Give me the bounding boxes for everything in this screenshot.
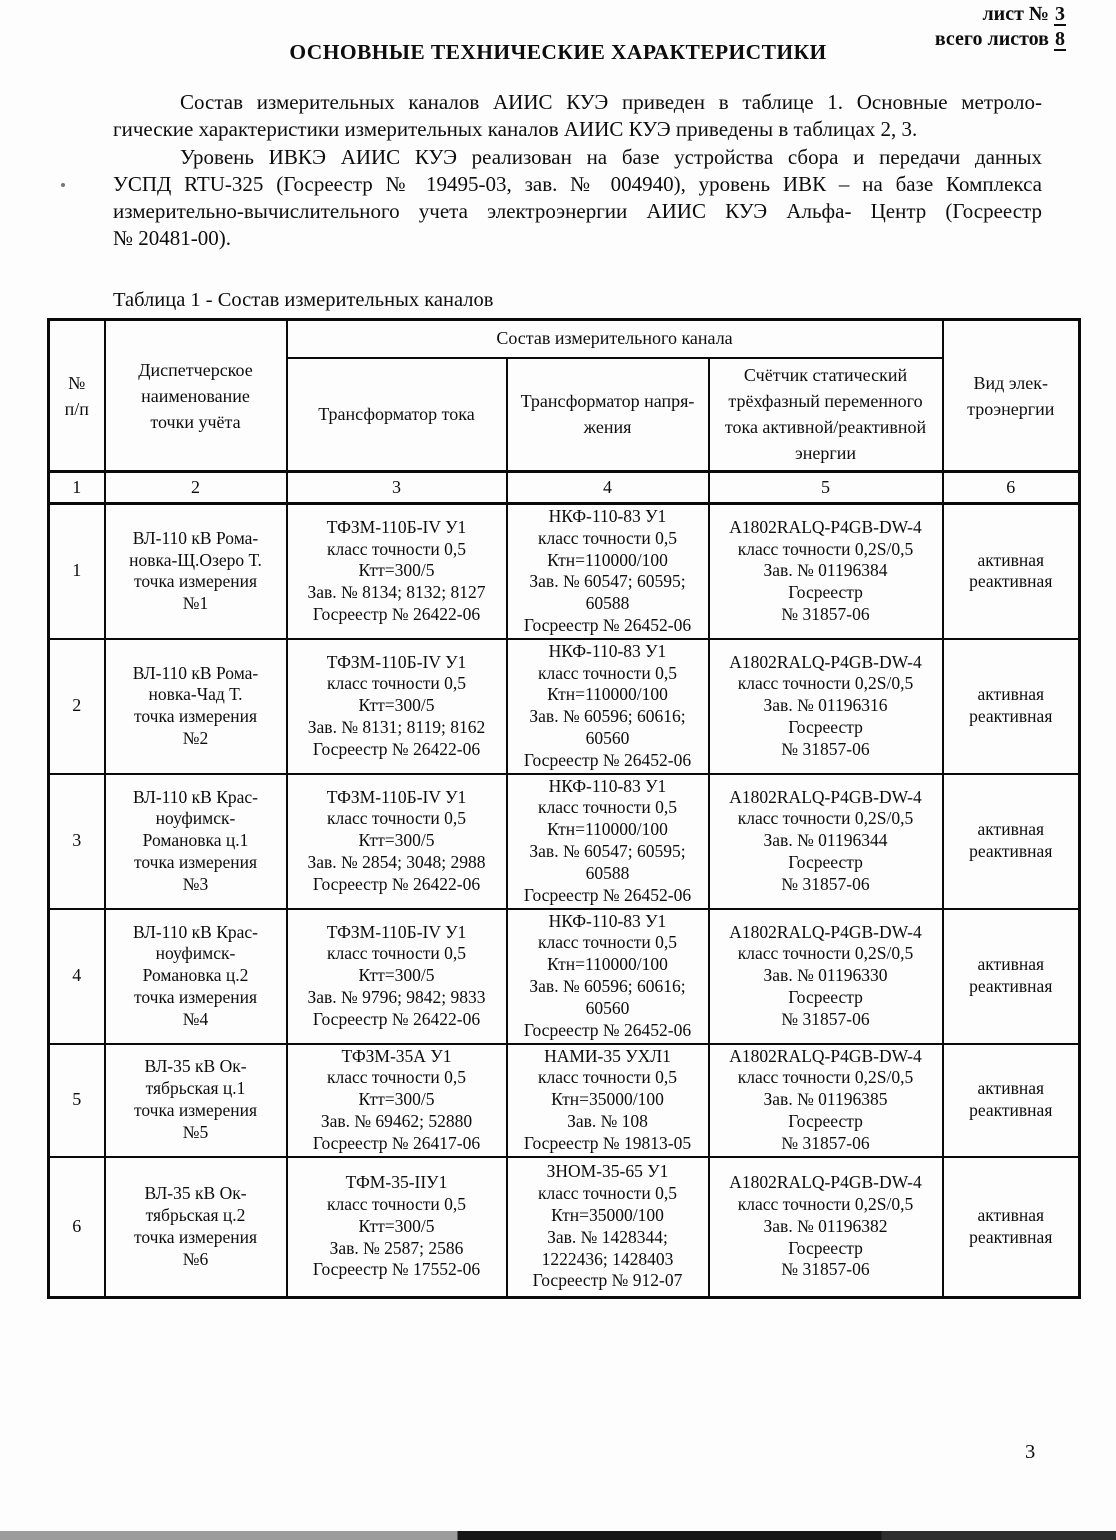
sheet-number-line	[935, 2, 1066, 27]
cell-line: класс точности 0,5	[537, 797, 677, 818]
meter-cell	[709, 1044, 943, 1157]
cell-line: ТФМ-35-IIУ1	[345, 1172, 448, 1193]
cell-line: A1802RALQ-P4GB-DW-4	[729, 1172, 922, 1193]
cell-line: Госреестр № 26452-06	[523, 884, 692, 905]
cell-line: Счётчик статический	[743, 365, 908, 386]
cell-line: реактивная	[969, 976, 1053, 997]
cell-line: Госреестр	[788, 851, 863, 872]
cell-line: ВЛ-110 кВ Крас-	[132, 921, 258, 942]
header-energy-type	[943, 320, 1080, 472]
column-numbers-row	[49, 472, 1080, 504]
cell-line: тока активной/реактивной	[724, 417, 927, 438]
cell-line: 5	[72, 1089, 82, 1110]
cell-line: класс точности 0,2S/0,5	[737, 943, 914, 964]
cell-line: ВЛ-110 кВ Крас-	[132, 786, 258, 807]
cell-line: ТФЗМ-110Б-IV У1	[326, 786, 467, 807]
cell-line: Трансформатор напря-	[520, 391, 695, 412]
cell-line: Ктт=300/5	[358, 1089, 435, 1110]
metering-point-cell	[105, 1157, 287, 1298]
page-title: ОСНОВНЫЕ ТЕХНИЧЕСКИЕ ХАРАКТЕРИСТИКИ	[289, 40, 827, 64]
paragraph-line: измерительно-вычислительного учета электроэнергии АИИС КУЭ Альфа- Центр (Госреестр	[113, 199, 1042, 224]
cell-line: точки учёта	[150, 411, 241, 432]
page-number: 3	[1025, 1441, 1036, 1463]
cell-line: активная	[977, 1205, 1045, 1225]
cell-line: Госреестр № 26452-06	[523, 1019, 692, 1040]
cell-line: №5	[182, 1121, 209, 1142]
cell-line: НКФ-110-83 У1	[548, 910, 667, 931]
scan-dot-artifact	[61, 183, 65, 187]
cell-line: 3	[72, 830, 82, 851]
cell-line: Вид элек-	[973, 372, 1048, 393]
column-number-cell: 4	[507, 472, 709, 504]
cell-line: класс точности 0,5	[537, 1067, 677, 1088]
row-number-cell	[49, 639, 105, 774]
cell-line: класс точности 0,2S/0,5	[737, 538, 914, 559]
metering-point-cell	[105, 504, 287, 639]
cell-line: № 31857-06	[781, 873, 870, 894]
scan-edge-artifact	[0, 1531, 1116, 1540]
cell-line: реактивная	[969, 1100, 1053, 1121]
current-transformer-cell	[287, 909, 507, 1044]
header-channel-composition: Состав измерительного канала	[287, 320, 943, 358]
cell-line: Ктт=300/5	[358, 560, 435, 581]
cell-line: класс точности 0,2S/0,5	[737, 1194, 914, 1215]
cell-line: ТФЗМ-110Б-IV У1	[326, 921, 467, 942]
cell-line: ноуфимск-	[155, 808, 236, 829]
cell-line: Госреестр № 19813-05	[523, 1132, 692, 1153]
cell-line: Зав. № 01196385	[763, 1089, 888, 1110]
cell-line: класс точности 0,5	[537, 527, 677, 548]
row-number-cell	[49, 504, 105, 639]
cell-line: Диспетчерское	[138, 359, 253, 380]
meter-cell	[709, 909, 943, 1044]
cell-line: НКФ-110-83 У1	[548, 640, 667, 661]
cell-line: активная	[977, 954, 1045, 975]
cell-line: A1802RALQ-P4GB-DW-4	[729, 921, 922, 942]
cell-line: класс точности 0,5	[537, 662, 677, 683]
cell-line: Зав. № 2854; 3048; 2988	[307, 851, 486, 872]
cell-line: Госреестр	[788, 1237, 863, 1258]
header-no	[49, 320, 105, 472]
cell-line: Ктт=300/5	[358, 830, 435, 851]
cell-line: Госреестр № 26452-06	[523, 749, 692, 770]
cell-line: №1	[182, 593, 209, 614]
cell-line: НКФ-110-83 У1	[548, 775, 667, 796]
row-number-cell	[49, 909, 105, 1044]
cell-line: Романовка ц.2	[142, 965, 249, 986]
cell-line: точка измерения	[133, 571, 258, 592]
cell-line: Зав. № 60547; 60595;	[529, 841, 686, 862]
table-row	[49, 504, 1080, 639]
cell-line: №2	[182, 727, 209, 748]
cell-line: класс точности 0,5	[326, 1194, 466, 1215]
cell-line: точка измерения	[133, 986, 258, 1007]
cell-line: Госреестр № 26422-06	[312, 873, 481, 894]
cell-line: точка измерения	[133, 1100, 258, 1121]
cell-line: Зав. № 01196344	[763, 830, 888, 851]
cell-line: класс точности 0,5	[537, 1183, 677, 1204]
row-number-cell	[49, 1157, 105, 1298]
column-number-cell: 2	[105, 472, 287, 504]
cell-line: реактивная	[969, 1226, 1053, 1247]
column-number-cell: 1	[49, 472, 105, 504]
voltage-transformer-cell	[507, 639, 709, 774]
cell-line: 1	[72, 560, 82, 581]
cell-line: Зав. № 60547; 60595;	[529, 571, 686, 592]
cell-line: Зав. № 60596; 60616;	[529, 706, 686, 727]
cell-line: активная	[977, 1078, 1045, 1099]
meter-cell	[709, 504, 943, 639]
cell-line: класс точности 0,5	[326, 673, 466, 694]
cell-line: Госреестр	[788, 582, 863, 603]
cell-line: ВЛ-110 кВ Рома-	[132, 527, 259, 548]
cell-line: Зав. № 60596; 60616;	[529, 976, 686, 997]
cell-line: Ктн=35000/100	[551, 1089, 664, 1110]
cell-line: №	[68, 372, 86, 393]
metering-point-cell	[105, 774, 287, 909]
cell-line: № 31857-06	[781, 1259, 870, 1280]
cell-line: Ктт=300/5	[358, 965, 435, 986]
cell-line: 6	[72, 1215, 82, 1236]
meter-cell	[709, 774, 943, 909]
header-current-transformer	[287, 358, 507, 472]
cell-line: №4	[182, 1008, 209, 1029]
cell-line: точка измерения	[133, 1226, 258, 1247]
cell-line: НКФ-110-83 У1	[548, 506, 667, 526]
cell-line: жения	[583, 417, 632, 438]
cell-line: ВЛ-110 кВ Рома-	[132, 662, 259, 683]
paragraph-line: гические характеристики измерительных каналов АИИС КУЭ приведены в таблицах 2, 3.	[113, 117, 918, 142]
cell-line: Ктн=110000/100	[547, 954, 668, 975]
energy-type-cell	[943, 1157, 1080, 1298]
sheet-number: 3	[1055, 3, 1065, 25]
metering-point-cell	[105, 909, 287, 1044]
cell-line: 60588	[585, 593, 630, 614]
column-number-cell: 6	[943, 472, 1080, 504]
cell-line: ВЛ-35 кВ Ок-	[144, 1056, 247, 1077]
metering-point-cell	[105, 1044, 287, 1157]
cell-line: Зав. № 9796; 9842; 9833	[307, 986, 486, 1007]
cell-line: Зав. № 69462; 52880	[320, 1110, 473, 1131]
cell-line: Ктн=110000/100	[547, 549, 668, 570]
cell-line: 4	[72, 965, 82, 986]
cell-line: п/п	[64, 398, 89, 419]
paragraph-line: № 20481-00).	[113, 226, 232, 251]
current-transformer-cell	[287, 1157, 507, 1298]
meter-cell	[709, 639, 943, 774]
column-number-cell: 5	[709, 472, 943, 504]
cell-line: № 31857-06	[781, 604, 870, 625]
table-row	[49, 909, 1080, 1044]
cell-line: ноуфимск-	[155, 943, 236, 964]
meter-cell	[709, 1157, 943, 1298]
cell-line: A1802RALQ-P4GB-DW-4	[729, 651, 922, 672]
cell-line: ТФЗМ-110Б-IV У1	[326, 516, 467, 537]
cell-line: Зав. № 01196330	[763, 965, 888, 986]
cell-line: Зав. № 8131; 8119; 8162	[307, 717, 486, 738]
cell-line: ВЛ-35 кВ Ок-	[144, 1183, 247, 1204]
cell-line: точка измерения	[133, 706, 258, 727]
energy-type-cell	[943, 504, 1080, 639]
cell-line: Зав. № 01196382	[763, 1215, 888, 1236]
current-transformer-cell	[287, 774, 507, 909]
cell-line: № 31857-06	[781, 1008, 870, 1029]
table-row	[49, 1044, 1080, 1157]
cell-line: активная	[977, 549, 1045, 570]
cell-line: Зав. № 01196384	[763, 560, 888, 581]
cell-line: класс точности 0,5	[326, 1067, 466, 1088]
cell-line: Госреестр № 26452-06	[523, 614, 692, 635]
cell-line: класс точности 0,2S/0,5	[737, 1067, 914, 1088]
cell-line: A1802RALQ-P4GB-DW-4	[729, 786, 922, 807]
cell-line: №3	[182, 873, 209, 894]
voltage-transformer-cell	[507, 774, 709, 909]
cell-line: точка измерения	[133, 851, 258, 872]
cell-line: Зав. № 8134; 8132; 8127	[307, 582, 486, 603]
current-transformer-cell	[287, 1044, 507, 1157]
cell-line: 2	[72, 695, 82, 716]
cell-line: ЗНОМ-35-65 У1	[546, 1161, 669, 1182]
cell-line: Трансформатор тока	[318, 404, 475, 425]
cell-line: трёхфазный переменного	[728, 391, 923, 412]
cell-line: Госреестр № 26422-06	[312, 1008, 481, 1029]
energy-type-cell	[943, 1044, 1080, 1157]
cell-line: Зав. № 01196316	[763, 695, 888, 716]
current-transformer-cell	[287, 639, 507, 774]
cell-line: 60560	[585, 997, 630, 1018]
cell-line: Госреестр № 26417-06	[312, 1132, 481, 1153]
cell-line: класс точности 0,5	[326, 538, 466, 559]
cell-line: 60560	[585, 727, 630, 748]
voltage-transformer-cell	[507, 1044, 709, 1157]
cell-line: Госреестр	[788, 986, 863, 1007]
voltage-transformer-cell	[507, 909, 709, 1044]
cell-line: Госреестр № 26422-06	[312, 738, 481, 759]
cell-line: тябрьская ц.2	[145, 1205, 246, 1225]
cell-line: A1802RALQ-P4GB-DW-4	[729, 516, 922, 537]
cell-line: Зав. № 108	[567, 1110, 648, 1131]
energy-type-cell	[943, 639, 1080, 774]
cell-line: троэнергии	[967, 398, 1055, 419]
cell-line: № 31857-06	[781, 738, 870, 759]
column-number-cell: 3	[287, 472, 507, 504]
cell-line: класс точности 0,2S/0,5	[737, 673, 914, 694]
cell-line: тябрьская ц.1	[145, 1078, 246, 1099]
table-header-row-1	[49, 320, 1080, 358]
total-sheets-label: всего листов	[934, 28, 1054, 50]
voltage-transformer-cell	[507, 504, 709, 639]
cell-line: A1802RALQ-P4GB-DW-4	[729, 1045, 922, 1066]
energy-type-cell	[943, 774, 1080, 909]
cell-line: Зав. № 1428344;	[547, 1226, 668, 1247]
sheet-label: лист №	[982, 3, 1054, 25]
voltage-transformer-cell	[507, 1157, 709, 1298]
cell-line: Зав. № 2587; 2586	[329, 1237, 464, 1258]
cell-line: Госреестр	[788, 717, 863, 738]
cell-line: Госреестр	[788, 1110, 863, 1131]
cell-line: реактивная	[969, 841, 1053, 862]
metering-point-cell	[105, 639, 287, 774]
cell-line: Ктт=300/5	[358, 1215, 435, 1236]
cell-line: Ктн=110000/100	[547, 684, 668, 705]
table-row	[49, 639, 1080, 774]
table-caption: Таблица 1 - Состав измерительных каналов	[113, 289, 494, 311]
cell-line: класс точности 0,5	[326, 808, 466, 829]
cell-line: активная	[977, 684, 1045, 705]
cell-line: Ктн=35000/100	[551, 1205, 664, 1225]
header-voltage-transformer	[507, 358, 709, 472]
header-meter	[709, 358, 943, 472]
cell-line: наименование	[141, 385, 250, 406]
cell-line: энергии	[795, 443, 856, 464]
cell-line: НАМИ-35 УХЛ1	[544, 1045, 671, 1066]
cell-line: Госреестр № 912-07	[532, 1270, 683, 1291]
cell-line: ТФЗМ-110Б-IV У1	[326, 651, 467, 672]
header-dispatch-name	[105, 320, 287, 472]
cell-line: новка-Чад Т.	[148, 684, 243, 705]
cell-line: активная	[977, 819, 1045, 840]
cell-line: реактивная	[969, 706, 1053, 727]
cell-line: класс точности 0,5	[326, 943, 466, 964]
cell-line: Романовка ц.1	[142, 830, 249, 851]
measuring-channels-table	[47, 318, 1081, 1299]
cell-line: 60588	[585, 862, 630, 883]
energy-type-cell	[943, 909, 1080, 1044]
cell-line: Госреестр № 17552-06	[312, 1259, 481, 1280]
cell-line: ТФЗМ-35А У1	[341, 1045, 452, 1066]
cell-line: Ктн=110000/100	[547, 819, 668, 840]
paragraph-line: Уровень ИВКЭ АИИС КУЭ реализован на базе устройства сбора и передачи данных	[180, 144, 1042, 169]
cell-line: Госреестр № 26422-06	[312, 604, 481, 625]
current-transformer-cell	[287, 504, 507, 639]
cell-line: класс точности 0,5	[537, 932, 677, 953]
row-number-cell	[49, 1044, 105, 1157]
total-sheets-number: 8	[1055, 28, 1065, 50]
cell-line: 1222436; 1428403	[541, 1248, 674, 1269]
table-row	[49, 774, 1080, 909]
cell-line: Ктт=300/5	[358, 695, 435, 716]
cell-line: класс точности 0,2S/0,5	[737, 808, 914, 829]
table-row	[49, 1157, 1080, 1298]
cell-line: новка-Щ.Озеро Т.	[129, 549, 262, 570]
cell-line: реактивная	[969, 571, 1053, 592]
body-paragraphs	[113, 89, 1042, 253]
cell-line: № 31857-06	[781, 1132, 870, 1153]
cell-line: №6	[182, 1248, 209, 1269]
paragraph-line: УСПД RTU-325 (Госреестр № 19495-03, зав. № 004940), уровень ИВК – на базе Комплекса	[113, 171, 1042, 196]
row-number-cell	[49, 774, 105, 909]
paragraph-line: Состав измерительных каналов АИИС КУЭ приведен в таблице 1. Основные метроло-	[180, 90, 1042, 114]
